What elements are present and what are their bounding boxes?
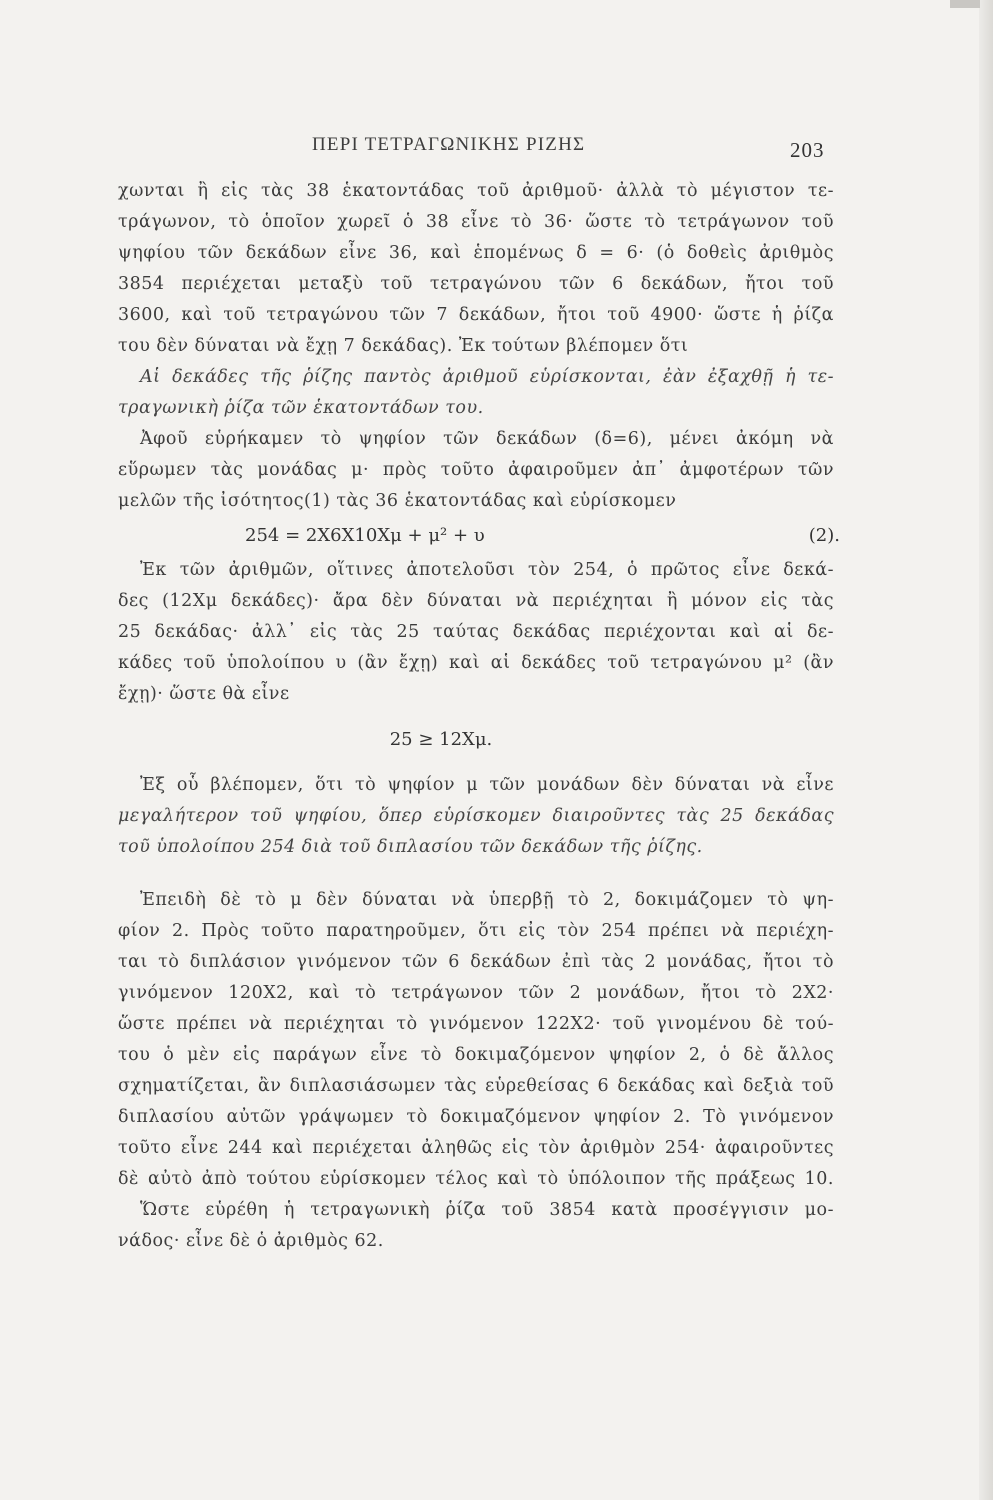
- text-line: ὥστε πρέπει νὰ περιέχηται τὸ γινόμενον 122X2· τοῦ γινομένου δὲ τού-: [118, 1014, 834, 1034]
- text-line: Ὥστε εὑρέθη ἡ τετραγωνικὴ ῥίζα τοῦ 3854 κατὰ προσέγγισιν μο-: [140, 1200, 834, 1220]
- text-line: τοῦτο εἶνε 244 καὶ περιέχεται ἀληθῶς εἰς τὸν ἀριθμὸν 254· ἀφαιροῦντες: [118, 1138, 834, 1158]
- spacer: [118, 863, 834, 885]
- text-line: ἔχῃ)· ὥστε θὰ εἶνε: [118, 684, 290, 704]
- page-number: 203: [790, 138, 825, 162]
- text-line: δὲ αὐτὸ ἀπὸ τούτου εὑρίσκομεν τέλος καὶ τὸ ὑπόλοιπον τῆς πράξεως 10.: [118, 1169, 834, 1189]
- text-line: φίον 2. Πρὸς τοῦτο παρατηροῦμεν, ὅτι εἰς τὸν 254 πρέπει νὰ περιέχη-: [118, 921, 834, 941]
- formula-expression: 254 = 2X6X10Xμ + μ² + υ: [245, 525, 485, 546]
- text-line: μελῶν τῆς ἰσότητος(1) τὰς 36 ἑκατοντάδας καὶ εὑρίσκομεν: [118, 491, 677, 511]
- theorem-line: τοῦ ὑπολοίπου 254 διὰ τοῦ διπλασίου τῶν δεκάδων τῆς ῥίζης.: [118, 837, 703, 857]
- text-line: κάδες τοῦ ὑπολοίπου υ (ἂν ἔχῃ) καὶ αἱ δεκάδες τοῦ τετραγώνου μ² (ἂν: [118, 653, 834, 673]
- text-line: εὕρωμεν τὰς μονάδας μ· πρὸς τοῦτο ἀφαιροῦμεν ἀπ᾽ ἀμφοτέρων τῶν: [118, 460, 834, 480]
- text-line: 3600, καὶ τοῦ τετραγώνου τῶν 7 δεκάδων, ἤτοι τοῦ 4900· ὥστε ἡ ῥίζα: [118, 305, 834, 325]
- text-line: χωνται ἢ εἰς τὰς 38 ἑκατοντάδας τοῦ ἀριθμοῦ· ἀλλὰ τὸ μέγιστον τε-: [118, 181, 834, 201]
- text-line: του ὁ μὲν εἰς παράγων εἶνε τὸ δοκιμαζόμενον ψηφίον 2, ὁ δὲ ἄλλος: [118, 1045, 834, 1065]
- theorem-line: Αἱ δεκάδες τῆς ῥίζης παντὸς ἀριθμοῦ εὑρίσκονται, ἐὰν ἐξαχθῇ ἡ τε-: [140, 367, 834, 387]
- text-line: Ἐκ τῶν ἀριθμῶν, οἵτινες ἀποτελοῦσι τὸν 254, ὁ πρῶτος εἶνε δεκά-: [140, 560, 834, 580]
- text-line: τράγωνον, τὸ ὁποῖον χωρεῖ ὁ 38 εἶνε τὸ 36· ὥστε τὸ τετράγωνον τοῦ: [118, 212, 834, 232]
- page-corner-mark: [950, 0, 980, 8]
- text-line: ψηφίου τῶν δεκάδων εἶνε 36, καὶ ἑπομένως δ = 6· (ὁ δοθεὶς ἀριθμὸς: [118, 243, 834, 263]
- theorem-line: τραγωνικὴ ῥίζα τῶν ἑκατοντάδων του.: [118, 398, 484, 418]
- page-edge: [979, 0, 993, 1500]
- formula-2: [118, 517, 840, 555]
- inequality: 25 ≥ 12Xμ.: [389, 729, 493, 750]
- text-line: του δὲν δύναται νὰ ἔχῃ 7 δεκάδας). Ἐκ τούτων βλέπομεν ὅτι: [118, 336, 689, 356]
- text-line: δες (12Xμ δεκάδες)· ἄρα δὲν δύναται νὰ περιέχηται ἢ μόνον εἰς τὰς: [118, 591, 834, 611]
- text-line: Ἀφοῦ εὑρήκαμεν τὸ ψηφίον τῶν δεκάδων (δ=6), μένει ἀκόμη νὰ: [140, 429, 834, 449]
- text-line: Ἐπειδὴ δὲ τὸ μ δὲν δύναται νὰ ὑπερβῇ τὸ 2, δοκιμάζομεν τὸ ψη-: [140, 890, 834, 910]
- text-line: ται τὸ διπλάσιον γινόμενον τῶν 6 δεκάδων ἐπὶ τὰς 2 μονάδας, ἤτοι τὸ: [118, 952, 834, 972]
- running-title: ΠΕΡΙ ΤΕΤΡΑΓΩΝΙΚΗΣ ΡΙΖΗΣ: [312, 134, 586, 155]
- page-body: [118, 176, 840, 1257]
- text-line: σχηματίζεται, ἂν διπλασιάσωμεν τὰς εὑρεθείσας 6 δεκάδας καὶ δεξιὰ τοῦ: [118, 1076, 834, 1096]
- theorem-line: μεγαλήτερον τοῦ ψηφίου, ὅπερ εὑρίσκομεν διαιροῦντες τὰς 25 δεκάδας: [118, 806, 834, 826]
- text-line: Ἐξ οὗ βλέπομεν, ὅτι τὸ ψηφίον μ τῶν μονάδων δὲν δύναται νὰ εἶνε: [140, 775, 834, 795]
- text-line: διπλασίου αὐτῶν γράψωμεν τὸ δοκιμαζόμενον ψηφίον 2. Τὸ γινόμενον: [118, 1107, 834, 1127]
- text-line: γινόμενον 120X2, καὶ τὸ τετράγωνον τῶν 2 μονάδων, ἤτοι τὸ 2X2·: [118, 983, 834, 1003]
- formula-label: (2).: [808, 525, 840, 546]
- text-line: νάδος· εἶνε δὲ ὁ ἀριθμὸς 62.: [118, 1231, 384, 1251]
- text-line: 3854 περιέχεται μεταξὺ τοῦ τετραγώνου τῶν 6 δεκάδων, ἤτοι τοῦ: [118, 274, 834, 294]
- text-line: 25 δεκάδας· ἀλλ᾽ εἰς τὰς 25 ταύτας δεκάδας περιέχονται καὶ αἱ δε-: [118, 622, 834, 642]
- page-header: [0, 130, 993, 166]
